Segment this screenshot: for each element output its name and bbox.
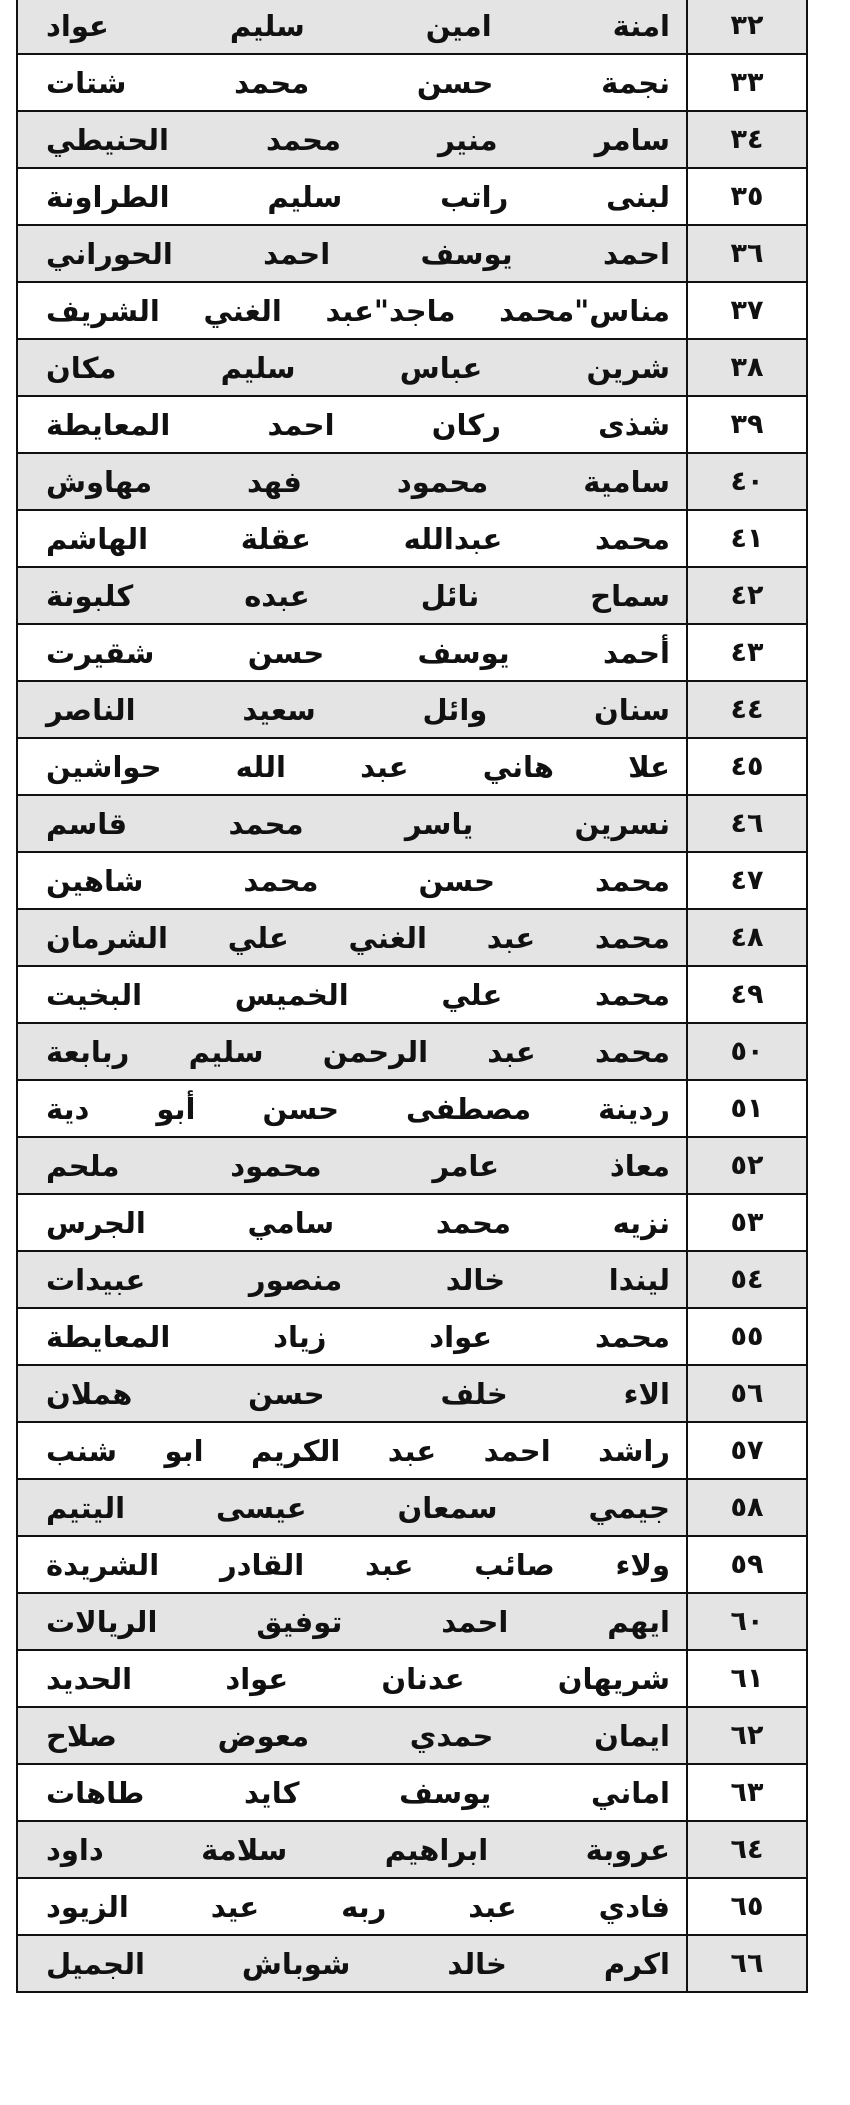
table-row [17,738,807,795]
table-row [17,0,807,54]
row-number: ٦٥ [687,1878,807,1935]
table-row [17,510,807,567]
table-row [17,624,807,681]
table-row [17,396,807,453]
person-name: مناس"محمد ماجد"عبد الغني الشريف [17,282,687,339]
person-name: معاذ عامر محمود ملحم [17,1137,687,1194]
person-name: امنة امين سليم عواد [17,0,687,54]
row-number: ٦١ [687,1650,807,1707]
table-row [17,1422,807,1479]
person-name: ايمان حمدي معوض صلاح [17,1707,687,1764]
row-number: ٦٦ [687,1935,807,1992]
row-number: ٦٤ [687,1821,807,1878]
table-row [17,567,807,624]
person-name: علا هاني عبد الله حواشين [17,738,687,795]
row-number: ٣٢ [687,0,807,54]
person-name: سامية محمود فهد مهاوش [17,453,687,510]
row-number: ٥٤ [687,1251,807,1308]
row-number: ٣٥ [687,168,807,225]
table-row [17,1080,807,1137]
table-row [17,1479,807,1536]
row-number: ٤٧ [687,852,807,909]
person-name: احمد يوسف احمد الحوراني [17,225,687,282]
table-row [17,1194,807,1251]
person-name: محمد عواد زياد المعايطة [17,1308,687,1365]
person-name: لبنى راتب سليم الطراونة [17,168,687,225]
row-number: ٣٩ [687,396,807,453]
table-row [17,1650,807,1707]
table-row [17,1764,807,1821]
person-name: نزيه محمد سامي الجرس [17,1194,687,1251]
row-number: ٦٠ [687,1593,807,1650]
table-row [17,1536,807,1593]
person-name: ردينة مصطفى حسن أبو دية [17,1080,687,1137]
person-name: ليندا خالد منصور عبيدات [17,1251,687,1308]
row-number: ٤٨ [687,909,807,966]
person-name: نجمة حسن محمد شتات [17,54,687,111]
row-number: ٥٧ [687,1422,807,1479]
table-row [17,54,807,111]
row-number: ٥١ [687,1080,807,1137]
person-name: محمد عبد الرحمن سليم ربابعة [17,1023,687,1080]
table-row [17,1251,807,1308]
person-name: محمد عبدالله عقلة الهاشم [17,510,687,567]
person-name: ايهم احمد توفيق الريالات [17,1593,687,1650]
table-row [17,225,807,282]
row-number: ٤٩ [687,966,807,1023]
person-name: عروبة ابراهيم سلامة داود [17,1821,687,1878]
person-name: سامر منير محمد الحنيطي [17,111,687,168]
table-row [17,1935,807,1992]
person-name: سنان وائل سعيد الناصر [17,681,687,738]
table-row [17,1878,807,1935]
table-row [17,1137,807,1194]
row-number: ٥٨ [687,1479,807,1536]
person-name: اكرم خالد شوباش الجميل [17,1935,687,1992]
table-row [17,909,807,966]
names-table-body [17,0,807,1992]
table-row [17,168,807,225]
person-name: جيمي سمعان عيسى اليتيم [17,1479,687,1536]
row-number: ٤٣ [687,624,807,681]
row-number: ٤٠ [687,453,807,510]
row-number: ٣٤ [687,111,807,168]
row-number: ٤٦ [687,795,807,852]
person-name: راشد احمد عبد الكريم ابو شنب [17,1422,687,1479]
person-name: نسرين ياسر محمد قاسم [17,795,687,852]
person-name: اماني يوسف كايد طاهات [17,1764,687,1821]
row-number: ٣٦ [687,225,807,282]
table-row [17,1707,807,1764]
row-number: ٦٣ [687,1764,807,1821]
row-number: ٥٠ [687,1023,807,1080]
person-name: شذى ركان احمد المعايطة [17,396,687,453]
person-name: محمد حسن محمد شاهين [17,852,687,909]
row-number: ٤١ [687,510,807,567]
row-number: ٤٥ [687,738,807,795]
table-row [17,1593,807,1650]
row-number: ٣٣ [687,54,807,111]
person-name: فادي عبد ربه عيد الزيود [17,1878,687,1935]
row-number: ٤٢ [687,567,807,624]
table-row [17,681,807,738]
person-name: محمد علي الخميس البخيت [17,966,687,1023]
row-number: ٤٤ [687,681,807,738]
table-row [17,1821,807,1878]
person-name: شريهان عدنان عواد الحديد [17,1650,687,1707]
names-table [16,0,808,1993]
person-name: شرين عباس سليم مكان [17,339,687,396]
row-number: ٥٩ [687,1536,807,1593]
row-number: ٥٣ [687,1194,807,1251]
row-number: ٥٥ [687,1308,807,1365]
table-row [17,339,807,396]
person-name: ولاء صائب عبد القادر الشريدة [17,1536,687,1593]
person-name: الاء خلف حسن هملان [17,1365,687,1422]
table-row [17,1023,807,1080]
row-number: ٥٦ [687,1365,807,1422]
table-row [17,111,807,168]
row-number: ٣٨ [687,339,807,396]
table-row [17,795,807,852]
table-row [17,1308,807,1365]
row-number: ٦٢ [687,1707,807,1764]
person-name: أحمد يوسف حسن شقيرت [17,624,687,681]
table-row [17,966,807,1023]
row-number: ٥٢ [687,1137,807,1194]
table-row [17,1365,807,1422]
person-name: محمد عبد الغني علي الشرمان [17,909,687,966]
person-name: سماح نائل عبده كلبونة [17,567,687,624]
table-row [17,852,807,909]
table-row [17,453,807,510]
table-row [17,282,807,339]
row-number: ٣٧ [687,282,807,339]
